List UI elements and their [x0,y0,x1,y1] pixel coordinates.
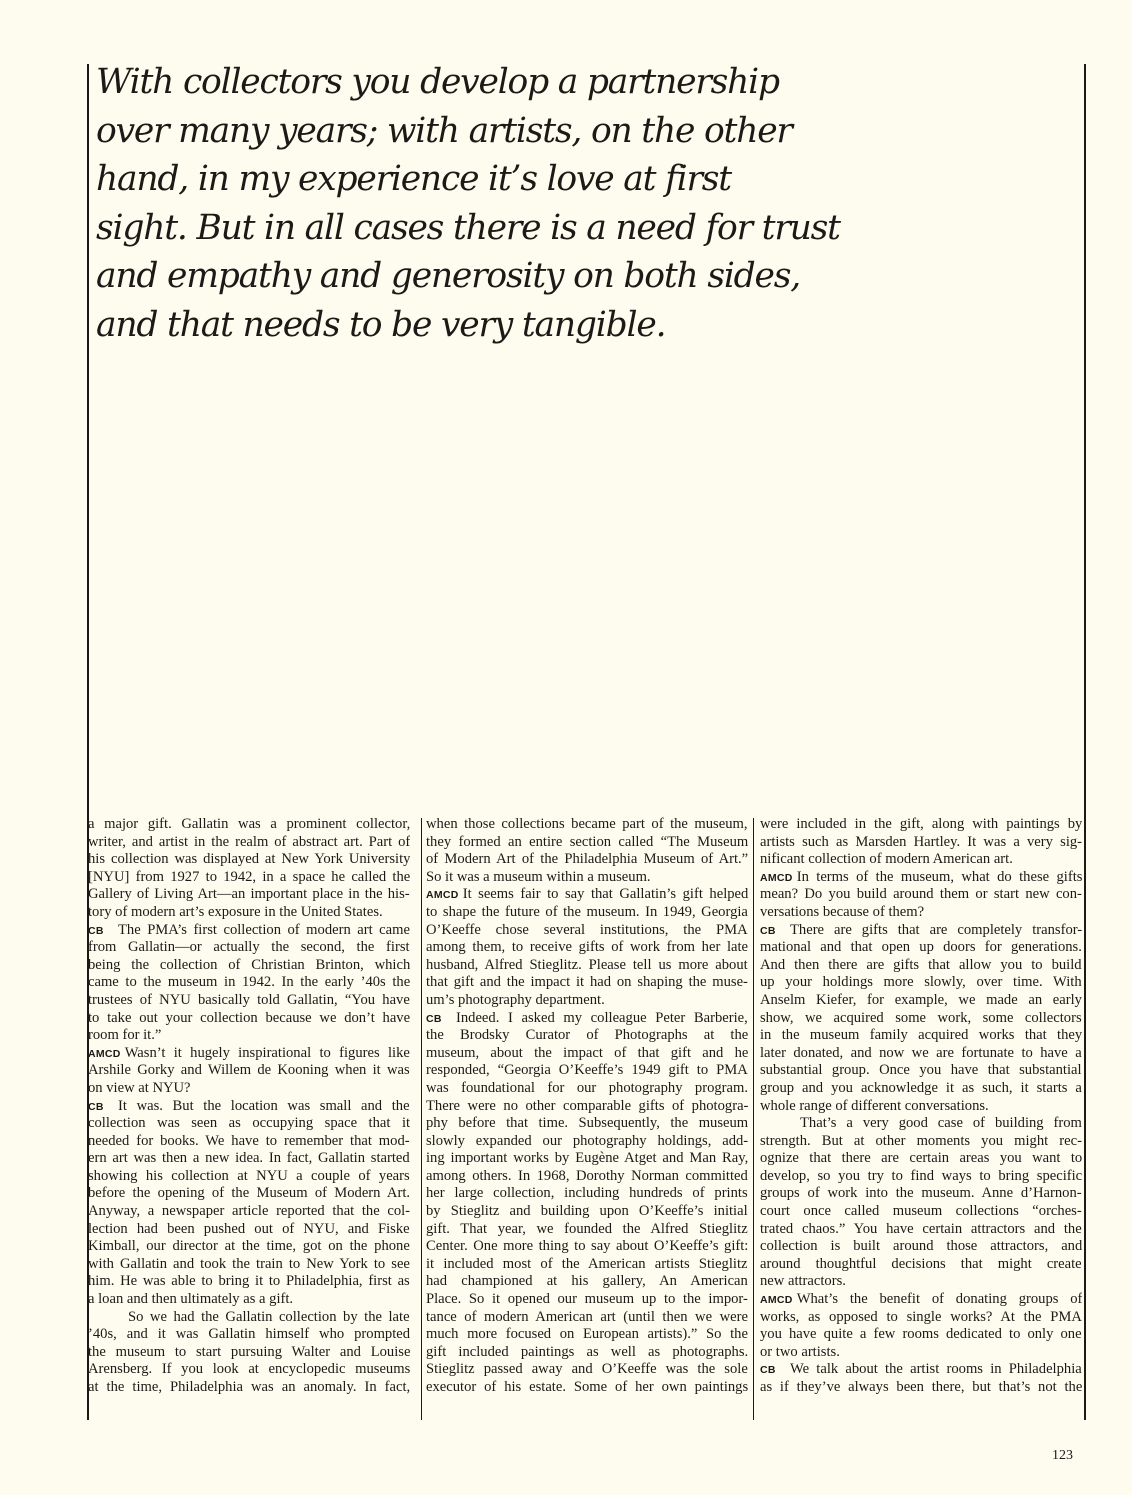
line-text: collection was seen as occupying space that it [88,1115,410,1132]
text-line [88,1221,410,1239]
text-line [760,1273,1082,1291]
line-text: versations because of them? [760,903,925,920]
text-column-1 [88,816,410,1397]
line-text: was foundational for our photography program. [426,1079,748,1096]
line-text: showing his collection at NYU a couple of years [88,1167,410,1184]
text-line [760,1168,1082,1186]
speaker-label: CB [88,1100,104,1113]
text-line [426,1326,748,1344]
text-line [426,957,748,975]
line-text: to take out your collection because we don’t have [88,1009,410,1026]
line-text: a major gift. Gallatin was a prominent collector, [88,816,410,832]
text-line [760,1080,1082,1098]
line-text: writer, and artist in the realm of abstract art. Part of [88,833,410,850]
line-text: new attractors. [760,1273,846,1290]
text-line [760,1291,1082,1309]
text-column-2 [426,816,748,1397]
text-line [426,886,748,904]
text-line [426,904,748,922]
speaker-label: AMCD [426,889,459,902]
text-line [426,1045,748,1063]
line-text: it included most of the American artists Stieglitz [426,1255,748,1272]
text-line [88,1379,410,1397]
text-line [426,974,748,992]
line-text: artists such as Marsden Hartley. It was a very sig- [760,833,1082,850]
line-text: museum, about the impact of that gift and he [426,1044,748,1061]
line-text: by Stieglitz and building upon O’Keeffe’s initial [426,1203,748,1220]
text-line [88,939,410,957]
text-line [426,1273,748,1291]
text-line [760,1185,1082,1203]
line-text: [NYU] from 1927 to 1942, in a space he called the [88,868,410,885]
text-line [88,1326,410,1344]
line-text: So we had the Gallatin collection by the late [128,1308,410,1325]
line-text: show, we acquired some work, some collectors [760,1009,1082,1026]
text-line [426,1185,748,1203]
text-line [760,1098,1082,1116]
line-text: from Gallatin—or actually the second, the first [88,939,410,956]
text-line [88,1309,410,1327]
line-text: Stieglitz passed away and O’Keeffe was the sole [426,1361,748,1378]
speaker-label: AMCD [760,871,793,884]
line-text: needed for books. We have to remember that mod- [88,1132,410,1149]
line-text: her large collection, including hundreds of prints [426,1185,748,1202]
line-text: or two artists. [760,1343,840,1360]
text-column-3 [760,816,1082,1397]
text-line [88,1273,410,1291]
line-text: at the time, Philadelphia was an anomaly. In fact, [88,1379,410,1395]
line-text: when those collections became part of the museum, [426,816,748,832]
text-line [760,1062,1082,1080]
text-line [426,1379,748,1397]
line-text: group and you acknowledge it as such, it starts a [760,1079,1082,1096]
text-line [88,1238,410,1256]
speaker-label: AMCD [88,1047,121,1060]
text-line [88,1045,410,1063]
line-text: Kimball, our director at the time, got on the phone [88,1238,410,1255]
line-text: There are gifts that are completely transfor- [790,921,1082,938]
text-line [760,1221,1082,1239]
text-line [760,834,1082,852]
line-text: nificant collection of modern American art. [760,851,1013,868]
text-line [426,1027,748,1045]
line-text: ’40s, and it was Gallatin himself who prompted [88,1326,410,1343]
text-line [88,1256,410,1274]
line-text: to shape the future of the museum. In 1949, Georgia [426,903,748,920]
line-text: as if they’ve always been there, but that’s not the [760,1379,1082,1395]
line-text: among them, to receive gifts of work from her late [426,939,748,956]
pull-quote-line: over many years; with artists, on the other [96,110,792,151]
text-line [760,1344,1082,1362]
text-line [760,1379,1082,1397]
line-text: later donated, and now we are fortunate to have a [760,1044,1082,1061]
line-text: slowly expanded our photography holdings, add- [426,1132,748,1149]
text-line [426,1010,748,1028]
text-line [426,1361,748,1379]
text-line [426,1238,748,1256]
text-line [88,869,410,887]
text-line [426,1115,748,1133]
text-line [426,1309,748,1327]
line-text: substantial group. Once you have that substantial [760,1062,1082,1079]
text-line [426,1291,748,1309]
line-text: gift. That year, we founded the Alfred Stieglitz [426,1220,748,1237]
line-text: responded, “Georgia O’Keeffe’s 1949 gift to PMA [426,1062,748,1079]
pull-quote-line: sight. But in all cases there is a need for trust [96,207,840,248]
text-line [760,1010,1082,1028]
line-text: Arensberg. If you look at encyclopedic museums [88,1361,410,1378]
text-line [760,1045,1082,1063]
text-line [88,974,410,992]
text-line [760,1238,1082,1256]
column-divider-1 [421,818,422,1420]
speaker-label: AMCD [760,1294,793,1307]
pull-quote-line: hand, in my experience it’s love at first [96,159,731,199]
line-text: ern art was then a new idea. In fact, Gallatin started [88,1150,410,1167]
line-text: develop, so you try to find ways to bring specific [760,1167,1082,1184]
line-text: Place. So it opened our museum up to the impor- [426,1291,748,1308]
text-line [760,939,1082,957]
text-line [426,816,748,834]
line-text: whole range of different conversations. [760,1097,989,1114]
text-line [426,922,748,940]
line-text: gift included paintings as well as photographs. [426,1343,748,1360]
text-line [760,992,1082,1010]
speaker-label: CB [760,1364,776,1377]
line-text: court once called museum collections “orches- [760,1203,1082,1220]
text-line [760,1115,1082,1133]
text-line [88,851,410,869]
text-line [760,869,1082,887]
line-text: with Gallatin and took the train to New York to see [88,1255,410,1272]
text-line [426,1133,748,1151]
text-line [88,1115,410,1133]
text-line [760,922,1082,940]
line-text: up your holdings more slowly, over time. With [760,974,1082,991]
line-text: It seems fair to say that Gallatin’s gift helped [462,886,748,903]
page-number: 123 [1052,1448,1073,1463]
text-line [88,1344,410,1362]
line-text: It was. But the location was small and the [118,1097,410,1114]
text-line [88,1361,410,1379]
line-text: had championed at his gallery, An American [426,1273,748,1290]
line-text: O’Keeffe chose several institutions, the PMA [426,921,748,938]
line-text: him. He was able to bring it to Philadelphia, first as [88,1273,410,1290]
pull-quote-line: With collectors you develop a partnership [96,62,779,102]
line-text: mational and that open up doors for generations. [760,939,1082,956]
text-line [760,1256,1082,1274]
line-text: ognize that there are certain areas you want to [760,1150,1082,1167]
text-line [426,1256,748,1274]
text-line [426,851,748,869]
line-text: were included in the gift, along with paintings by [760,816,1082,832]
text-line [426,1062,748,1080]
text-line [88,904,410,922]
text-line [760,974,1082,992]
text-line [760,1361,1082,1379]
text-line [426,1221,748,1239]
text-line [426,1168,748,1186]
text-line [426,939,748,957]
line-text: What’s the benefit of donating groups of [796,1291,1082,1308]
text-line [760,957,1082,975]
text-line [88,1185,410,1203]
text-line [88,886,410,904]
line-text: collection is built around those attractors, and [760,1238,1082,1255]
text-line [760,1326,1082,1344]
speaker-label: CB [88,924,104,937]
text-line [426,869,748,887]
line-text: room for it.” [88,1027,162,1044]
line-text: the Brodsky Curator of Photographs at the [426,1027,748,1044]
text-line [88,922,410,940]
text-line [88,1133,410,1151]
text-line [426,1203,748,1221]
line-text: a loan and then ultimately as a gift. [88,1291,294,1308]
text-line [426,1344,748,1362]
line-text: Wasn’t it hugely inspirational to figures like [124,1044,410,1061]
text-line [88,1027,410,1045]
text-line [760,1133,1082,1151]
pull-quote-line: and empathy and generosity on both sides, [96,256,801,296]
line-text: mean? Do you build around them or start new con- [760,886,1082,903]
line-text: came to the museum in 1942. In the early ’40s the [88,974,410,991]
line-text: of Modern Art of the Philadelphia Museum of Art.” [426,851,748,868]
text-line [88,992,410,1010]
text-line [88,1098,410,1116]
line-text: That’s a very good case of building from [800,1115,1082,1132]
line-text: among others. In 1968, Dorothy Norman committed [426,1167,748,1184]
text-line [88,1010,410,1028]
text-line [760,904,1082,922]
text-line [88,957,410,975]
text-line [760,1150,1082,1168]
text-line [88,1168,410,1186]
line-text: his collection was displayed at New York University [88,851,410,868]
line-text: much more focused on European artists).” So the [426,1326,748,1343]
right-margin-rule [1084,64,1086,1420]
text-line [760,1203,1082,1221]
text-line [88,1291,410,1309]
text-line [426,1098,748,1116]
line-text: In terms of the museum, what do these gifts [796,868,1082,885]
line-text: lection had been pushed out of NYU, and Fiske [88,1220,410,1237]
line-text: Gallery of Living Art—an important place in the his- [88,886,410,903]
line-text: ing important works by Eugène Atget and Man Ray, [426,1150,748,1167]
line-text: works, as opposed to single works? At the PMA [760,1308,1082,1325]
line-text: husband, Alfred Stieglitz. Please tell us more about [426,956,748,973]
line-text: trated chaos.” You have certain attractors and the [760,1220,1082,1237]
text-line [88,816,410,834]
line-text: the museum to start pursuing Walter and Louise [88,1343,410,1360]
line-text: Arshile Gorky and Willem de Kooning when it was [88,1062,410,1079]
line-text: being the collection of Christian Brinton, which [88,956,410,973]
line-text: And then there are gifts that allow you to build [760,956,1082,973]
speaker-label: CB [760,924,776,937]
line-text: before the opening of the Museum of Modern Art. [88,1185,410,1202]
pull-quote-line: and that needs to be very tangible. [96,304,666,345]
text-line [88,834,410,852]
text-line [88,1062,410,1080]
pull-quote [96,58,840,349]
text-line [88,1080,410,1098]
text-line [426,992,748,1010]
line-text: Anselm Kiefer, for example, we made an early [760,991,1082,1008]
line-text: on view at NYU? [88,1079,191,1096]
line-text: around thoughtful decisions that might create [760,1255,1082,1272]
line-text: tance of modern American art (until then we were [426,1308,748,1325]
line-text: strength. But at other moments you might rec- [760,1132,1082,1149]
line-text: tory of modern art’s exposure in the United States. [88,903,383,920]
text-line [426,1150,748,1168]
line-text: We talk about the artist rooms in Philadelphia [790,1361,1082,1378]
line-text: trustees of NYU basically told Gallatin, “You have [88,991,410,1008]
line-text: The PMA’s first collection of modern art came [118,921,410,938]
line-text: executor of his estate. Some of her own paintings [426,1379,748,1395]
text-line [760,1027,1082,1045]
text-line [426,834,748,852]
text-line [88,1203,410,1221]
speaker-label: CB [426,1012,442,1025]
line-text: There were no other comparable gifts of photogra- [426,1097,748,1114]
line-text: they formed an entire section called “The Museum [426,833,748,850]
text-line [426,1080,748,1098]
line-text: phy before that time. Subsequently, the museum [426,1115,748,1132]
text-line [760,1309,1082,1327]
text-line [88,1150,410,1168]
line-text: groups of work into the museum. Anne d’Harnon- [760,1185,1082,1202]
line-text: um’s photography department. [426,991,605,1008]
column-divider-2 [753,818,754,1420]
line-text: So it was a museum within a museum. [426,868,651,885]
text-line [760,816,1082,834]
line-text: that gift and the impact it had on shaping the muse- [426,974,748,991]
text-line [760,851,1082,869]
line-text: Center. One more thing to say about O’Keeffe’s gift: [426,1238,748,1255]
text-line [760,886,1082,904]
line-text: Anyway, a newspaper article reported that the col- [88,1203,410,1220]
line-text: in the museum family acquired works that they [760,1027,1082,1044]
line-text: Indeed. I asked my colleague Peter Barberie, [456,1009,748,1026]
line-text: you have quite a few rooms dedicated to only one [760,1326,1082,1343]
